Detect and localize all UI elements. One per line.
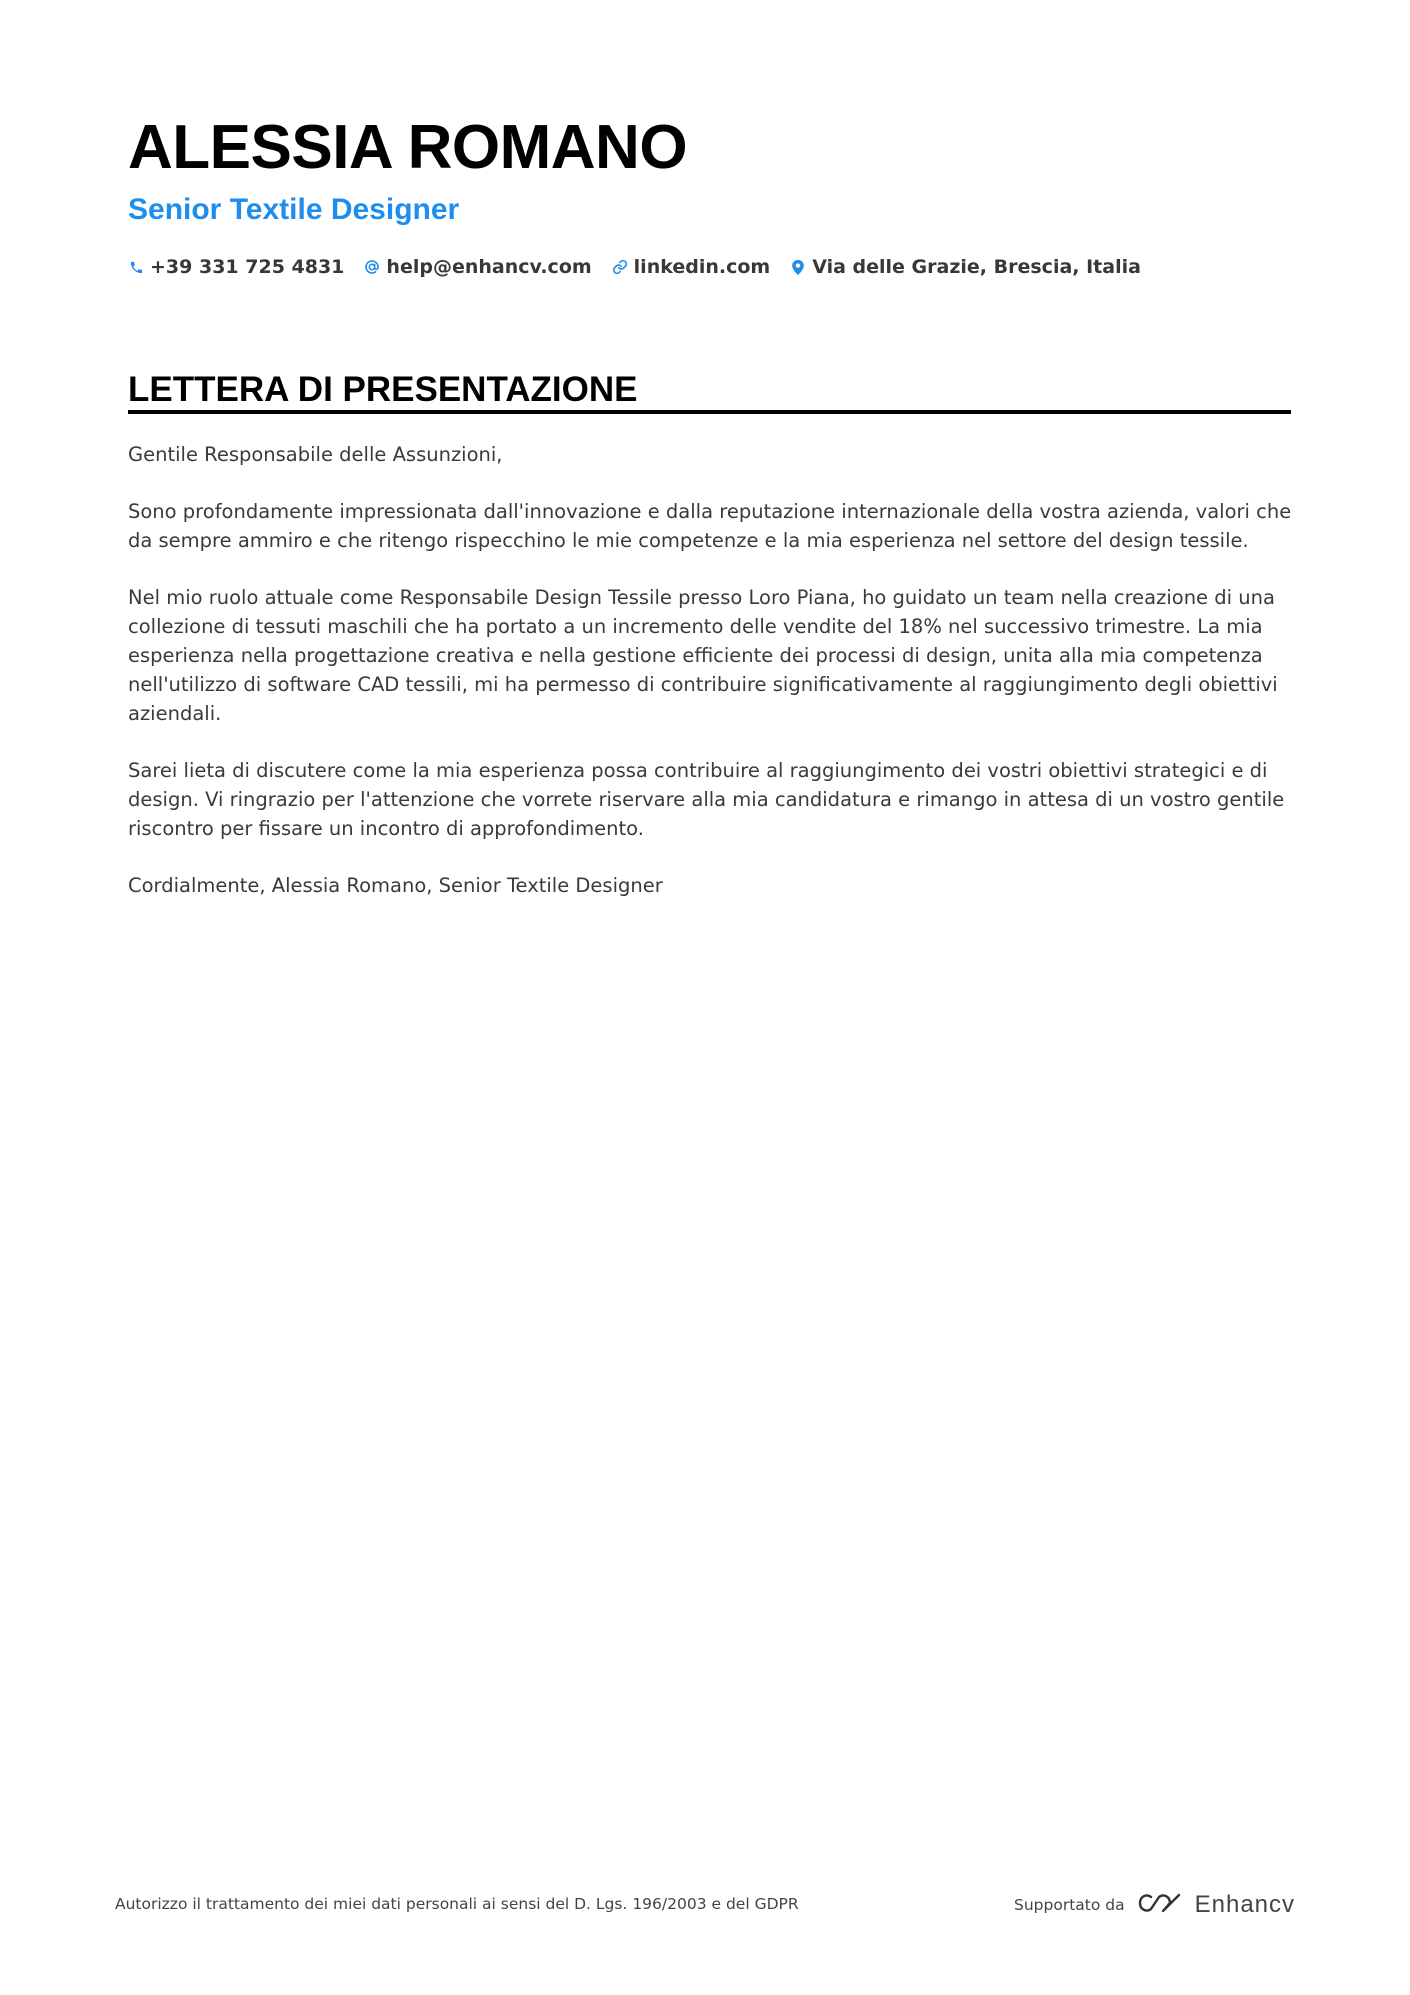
brand-name: Enhancv (1194, 1891, 1296, 1918)
at-icon (364, 258, 380, 276)
section-divider (128, 410, 1291, 414)
job-title: Senior Textile Designer (128, 193, 460, 226)
contact-phone[interactable] (128, 256, 344, 278)
letter-closing: Cordialmente, Alessia Romano, Senior Textile Designer (128, 874, 663, 897)
footer-brand[interactable] (1014, 1888, 1295, 1922)
linkedin-link: linkedin.com (633, 256, 771, 278)
letter-salutation: Gentile Responsabile delle Assunzioni, (128, 443, 503, 466)
letter-paragraph-3: Sarei lieta di discutere come la mia esperienza possa contribuire al raggiungimento dei vostri obiettivi strategici e di design. Vi ringrazio per l'attenzione che vorrete riservare alla mia candidatura e rimango in attesa di un vostro gentile riscontro per fissare un incontro di approfondimento. (128, 759, 1285, 840)
footer-consent: Autorizzo il trattamento dei miei dati personali ai sensi del D. Lgs. 196/2003 e del GDPR (115, 1895, 799, 1913)
contact-bar (128, 252, 1141, 282)
phone-number: +39 331 725 4831 (150, 256, 345, 278)
candidate-name: ALESSIA ROMANO (128, 113, 688, 182)
letter-paragraph-1: Sono profondamente impressionata dall'innovazione e dalla reputazione internazionale della vostra azienda, valori che da sempre ammiro e che ritengo rispecchino le mie competenze e la mia esperienza nel settore del design tessile. (128, 500, 1292, 552)
phone-icon (128, 258, 144, 276)
contact-email[interactable] (364, 256, 591, 278)
contact-linkedin[interactable] (612, 256, 771, 278)
map-pin-icon (790, 258, 806, 276)
section-title: LETTERA DI PRESENTAZIONE (128, 370, 638, 409)
supported-by-label: Supportato da (1014, 1896, 1125, 1914)
email-address: help@enhancv.com (386, 256, 592, 278)
link-icon (612, 258, 628, 276)
enhancv-logo-icon (1137, 1891, 1183, 1919)
location-text: Via delle Grazie, Brescia, Italia (812, 256, 1141, 278)
letter-body (128, 440, 1298, 928)
letter-paragraph-2: Nel mio ruolo attuale come Responsabile Design Tessile presso Loro Piana, ho guidato un team nella creazione di una collezione di tessuti maschili che ha portato a un incremento delle vendite del 18% nel successivo trimestre. La mia esperienza nella progettazione creativa e nella gestione efficiente dei processi di design, unita alla mia competenza nell'utilizzo di software CAD tessili, mi ha permesso di contribuire significativamente al raggiungimento degli obiettivi aziendali. (128, 586, 1278, 725)
contact-location (790, 256, 1141, 278)
